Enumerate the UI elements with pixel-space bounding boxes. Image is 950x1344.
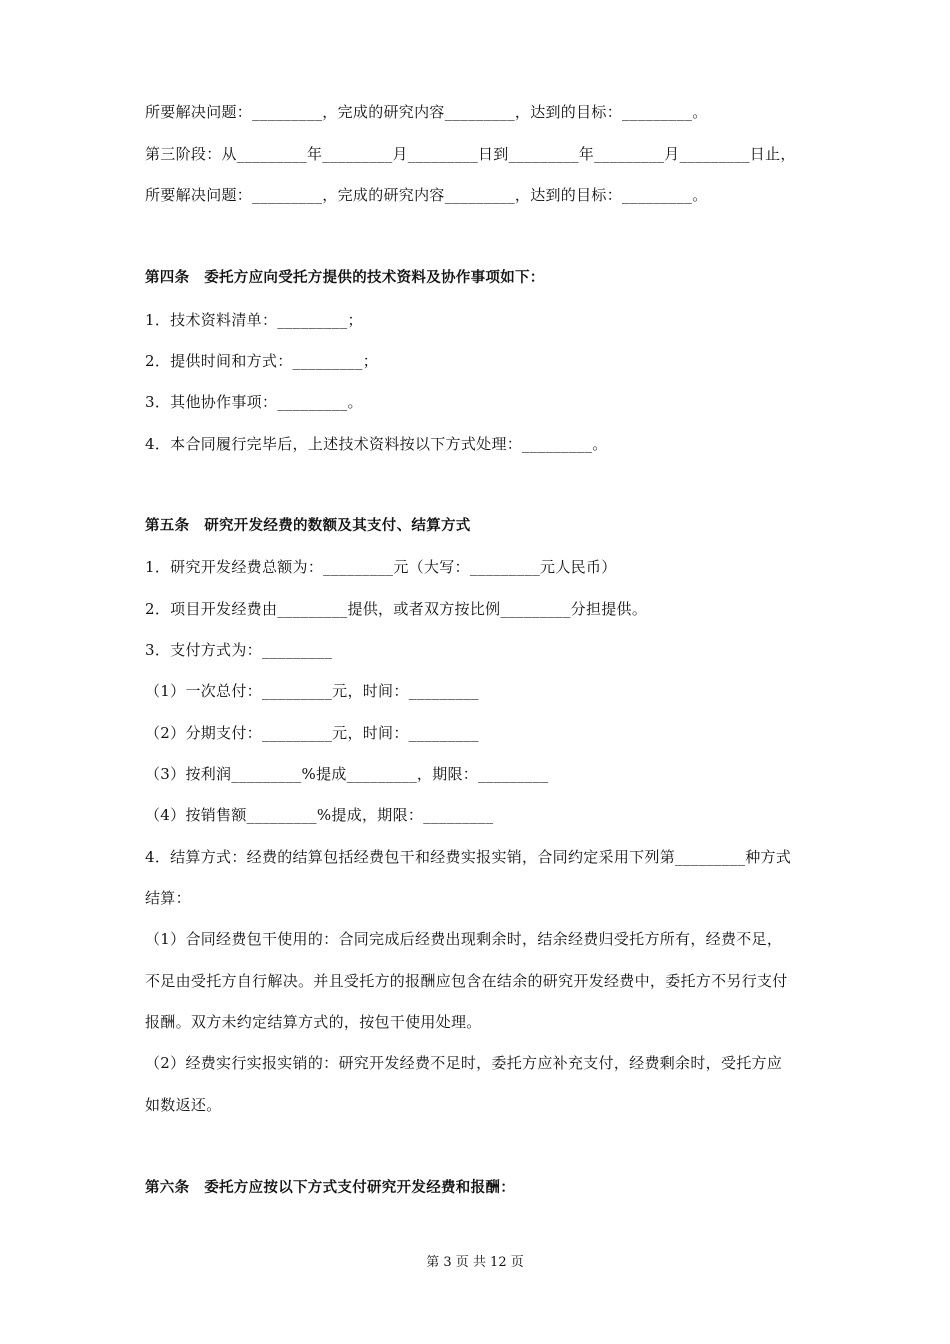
section-heading-article-5: 第五条 研究开发经费的数额及其支付、结算方式 [145,518,471,534]
page-number-footer: 第 3 页 共 12 页 [426,1255,524,1270]
text-line: （2）分期支付：_________元，时间：_________ [145,724,479,742]
text-line: （4）按销售额_________%提成，期限：_________ [145,806,494,824]
text-line: 报酬。双方未约定结算方式的，按包干使用处理。 [145,1013,482,1031]
text-line: 1．研究开发经费总额为：_________元（大写：_________元人民币） [145,558,617,576]
text-line: 第三阶段：从_________年_________月_________日到_________年_________月_________日止， [145,145,796,163]
section-heading-article-6: 第六条 委托方应按以下方式支付研究开发经费和报酬： [145,1180,515,1196]
section-heading-article-4: 第四条 委托方应向受托方提供的技术资料及协作事项如下： [145,270,545,286]
text-line: （1）一次总付：_________元，时间：_________ [145,682,479,700]
text-line: 如数返还。 [145,1096,222,1114]
text-line: 3．其他协作事项：_________。 [145,393,363,411]
text-line: 4．本合同履行完毕后，上述技术资料按以下方式处理：_________。 [145,435,608,453]
text-line: 不足由受托方自行解决。并且受托方的报酬应包含在结余的研究开发经费中，委托方不另行支付 [145,972,788,990]
text-line: 结算： [145,889,191,907]
text-line: 4．结算方式：经费的结算包括经费包干和经费实报实销，合同约定采用下列第_________种方式 [145,848,792,866]
text-line: （2）经费实行实报实销的：研究开发经费不足时，委托方应补充支付，经费剩余时，受托方应 [145,1054,783,1072]
text-line: （1）合同经费包干使用的：合同完成后经费出现剩余时，结余经费归受托方所有，经费不足， [145,930,783,948]
text-line: 1．技术资料清单：_________； [145,311,363,329]
text-line: 2．提供时间和方式：_________； [145,352,379,370]
text-line: 所要解决问题：_________，完成的研究内容_________，达到的目标：_________。 [145,103,708,121]
text-line: （3）按利润_________%提成_________，期限：_________ [145,765,549,783]
text-line: 所要解决问题：_________，完成的研究内容_________，达到的目标：_________。 [145,186,708,204]
text-line: 3．支付方式为：_________ [145,641,333,659]
text-line: 2．项目开发经费由_________提供，或者双方按比例_________分担提供。 [145,600,648,618]
